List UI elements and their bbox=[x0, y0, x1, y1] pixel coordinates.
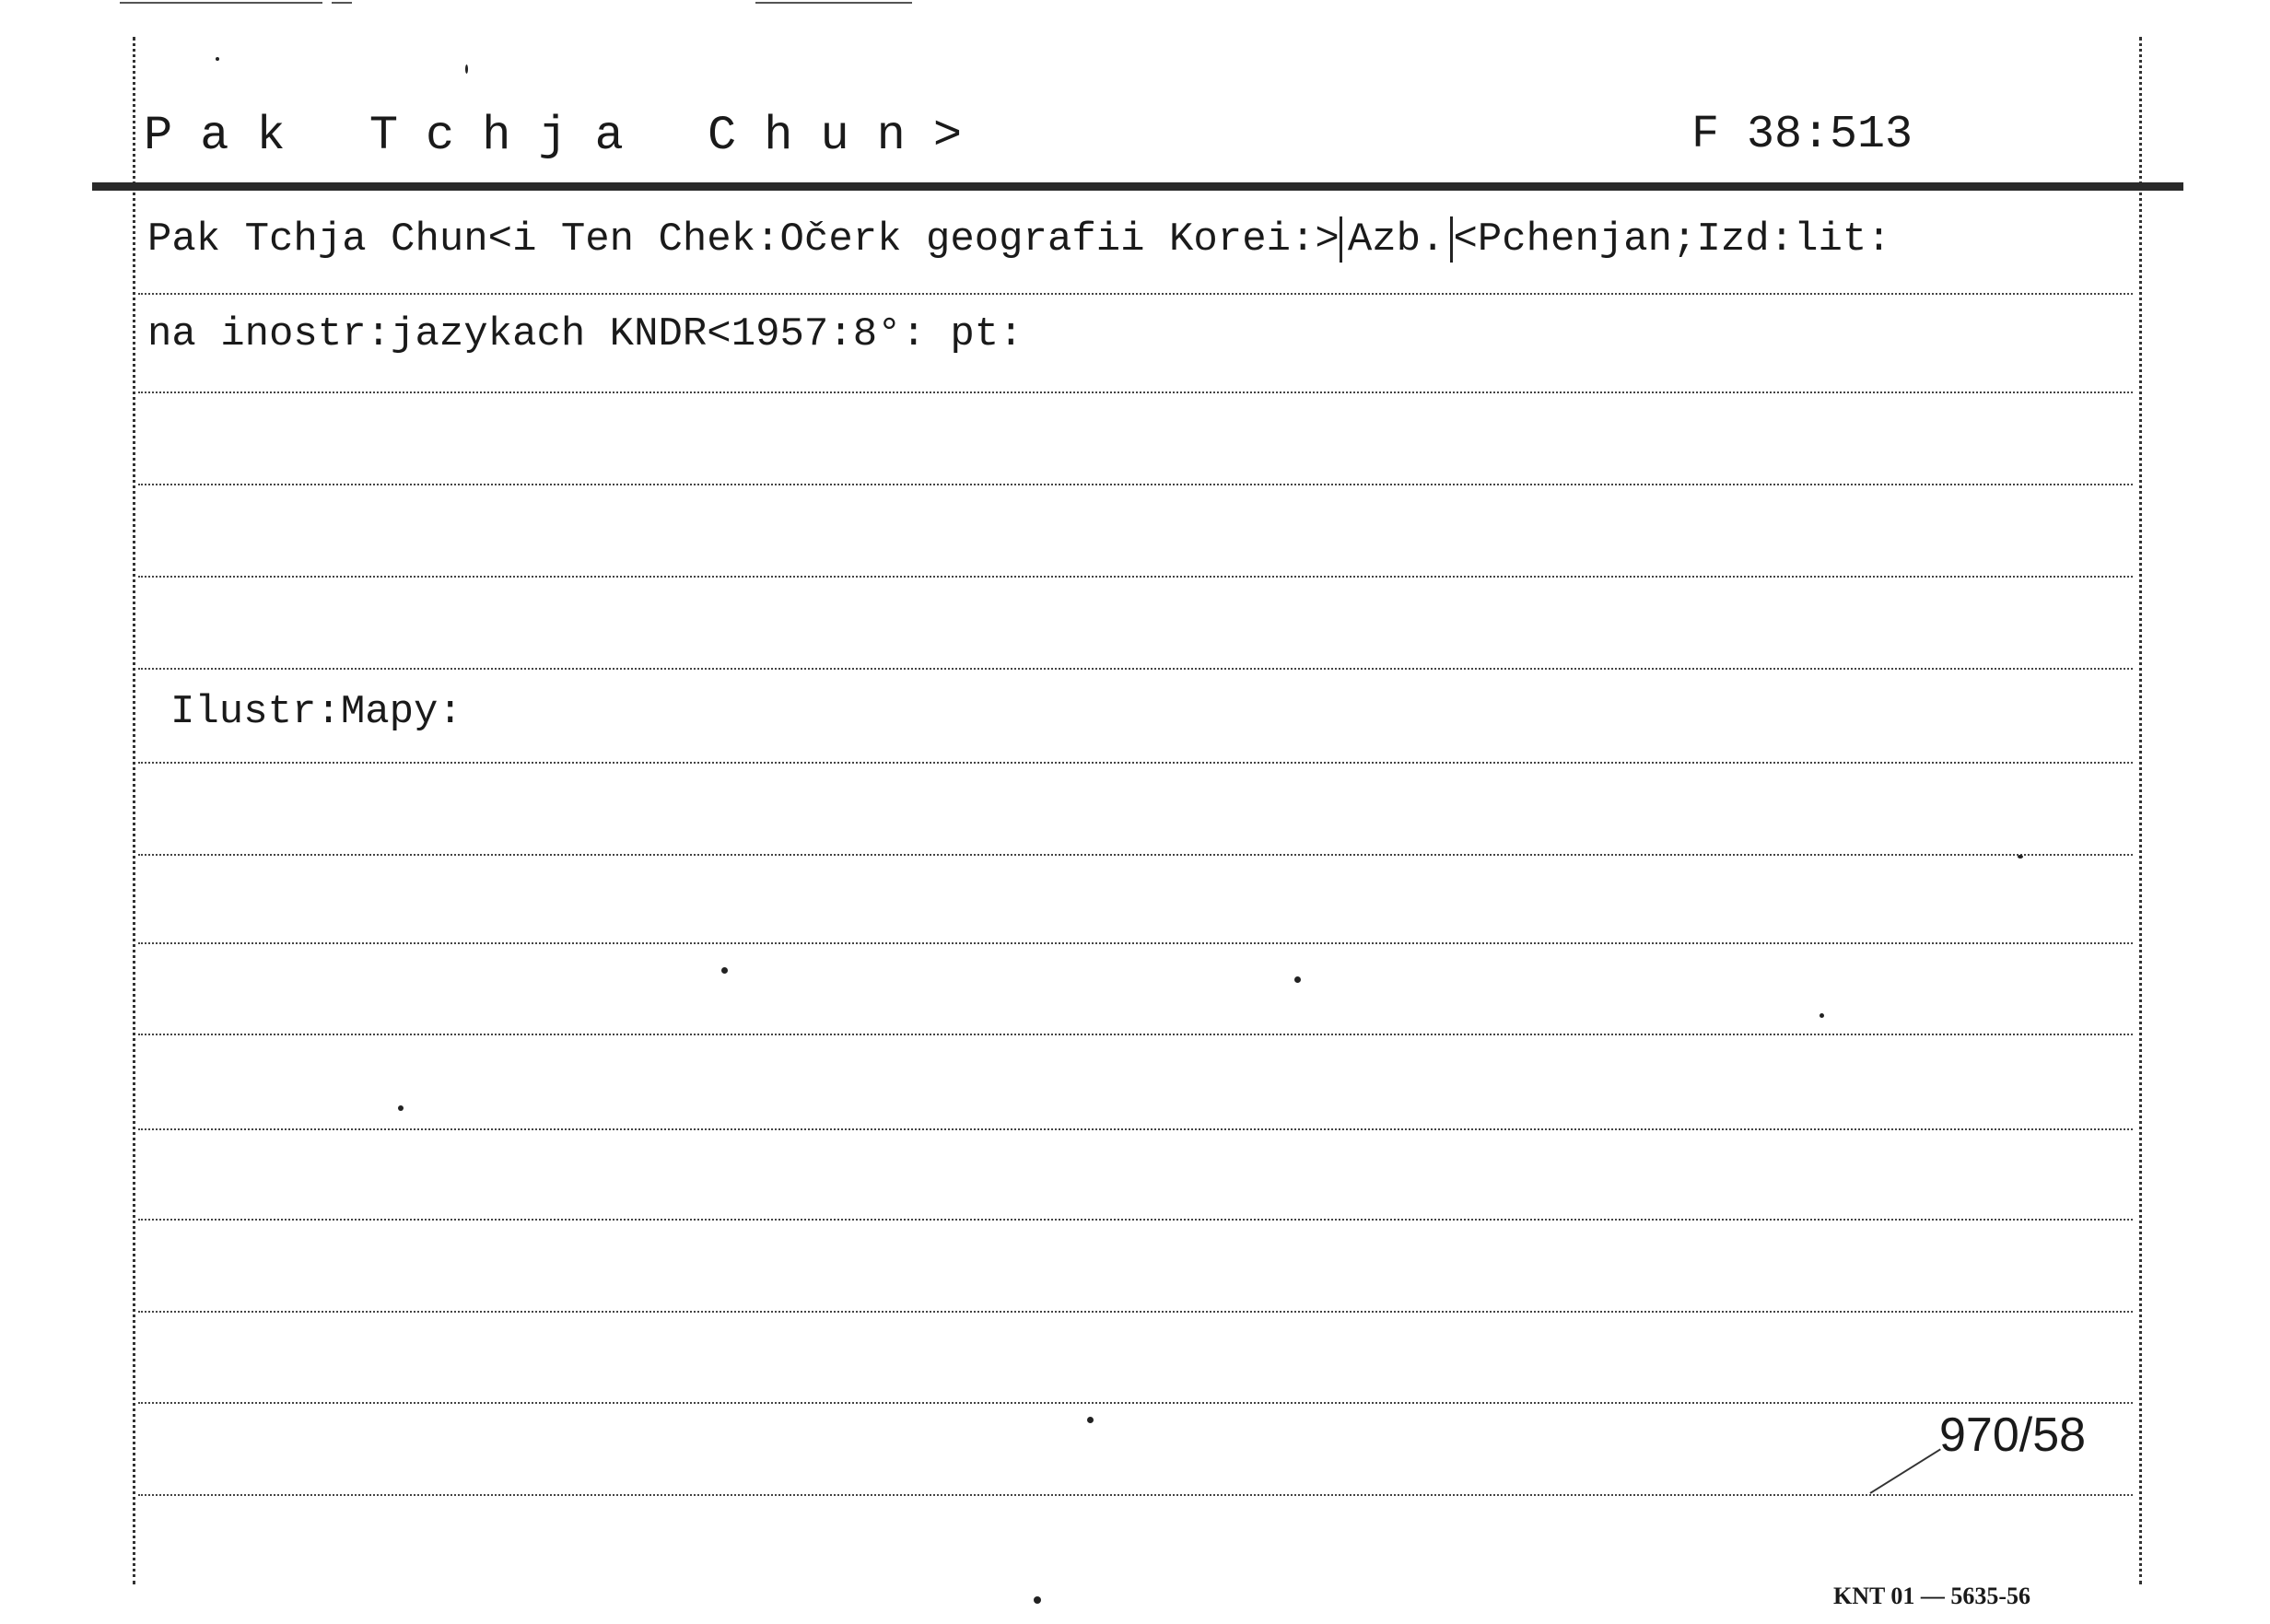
card-left-border bbox=[133, 37, 135, 1584]
scan-speck bbox=[465, 64, 468, 74]
card-top-edge bbox=[755, 2, 912, 4]
ruled-line bbox=[138, 854, 2133, 856]
pen-stroke bbox=[1869, 1448, 1940, 1493]
ruled-line bbox=[138, 484, 2133, 485]
imprint-details: na inostr:jazykach KNDR<1957:8°: pt: bbox=[147, 311, 1024, 357]
scan-speck bbox=[1034, 1596, 1041, 1604]
ruled-line bbox=[138, 1034, 2133, 1035]
ruled-line bbox=[138, 293, 2133, 295]
card-top-edge bbox=[332, 2, 352, 4]
scan-speck bbox=[216, 57, 219, 61]
author-heading: Pak Tchja Chun> bbox=[144, 109, 990, 163]
description-line-1 bbox=[147, 216, 1891, 263]
ruled-line bbox=[138, 1311, 2133, 1313]
script-note: Azb. bbox=[1340, 216, 1454, 263]
scan-speck bbox=[2018, 855, 2023, 859]
scan-speck bbox=[1294, 976, 1301, 983]
scan-speck bbox=[398, 1105, 404, 1111]
card-heading bbox=[144, 109, 2115, 182]
ruled-line bbox=[138, 668, 2133, 670]
scan-speck bbox=[1820, 1013, 1824, 1018]
heading-rule bbox=[92, 182, 2183, 191]
ruled-line bbox=[138, 576, 2133, 578]
ruled-line bbox=[138, 762, 2133, 764]
card-right-border bbox=[2139, 37, 2142, 1584]
imprint-place-publisher: <Pchenjan;Izd:lit: bbox=[1453, 216, 1891, 263]
call-number: F 38:513 bbox=[1691, 109, 1913, 161]
ruled-line bbox=[138, 1128, 2133, 1130]
card-print-code: KNT 01 — 5635-56 bbox=[1833, 1583, 2031, 1609]
title-statement: Pak Tchja Chun<i Ten Chek:Očerk geografii Korei:> bbox=[147, 216, 1340, 263]
ruled-line bbox=[138, 1402, 2133, 1404]
scan-speck bbox=[721, 967, 728, 974]
ruled-line bbox=[138, 391, 2133, 393]
card-top-edge bbox=[120, 2, 322, 4]
scan-speck bbox=[1087, 1417, 1094, 1423]
shelf-number: 970/58 bbox=[1939, 1408, 2087, 1462]
ruled-line bbox=[138, 942, 2133, 944]
physical-description-note: Ilustr:Mapy: bbox=[170, 689, 462, 735]
ruled-line bbox=[138, 1219, 2133, 1221]
description-line-2 bbox=[147, 311, 1024, 357]
ruled-line bbox=[138, 1494, 2133, 1496]
